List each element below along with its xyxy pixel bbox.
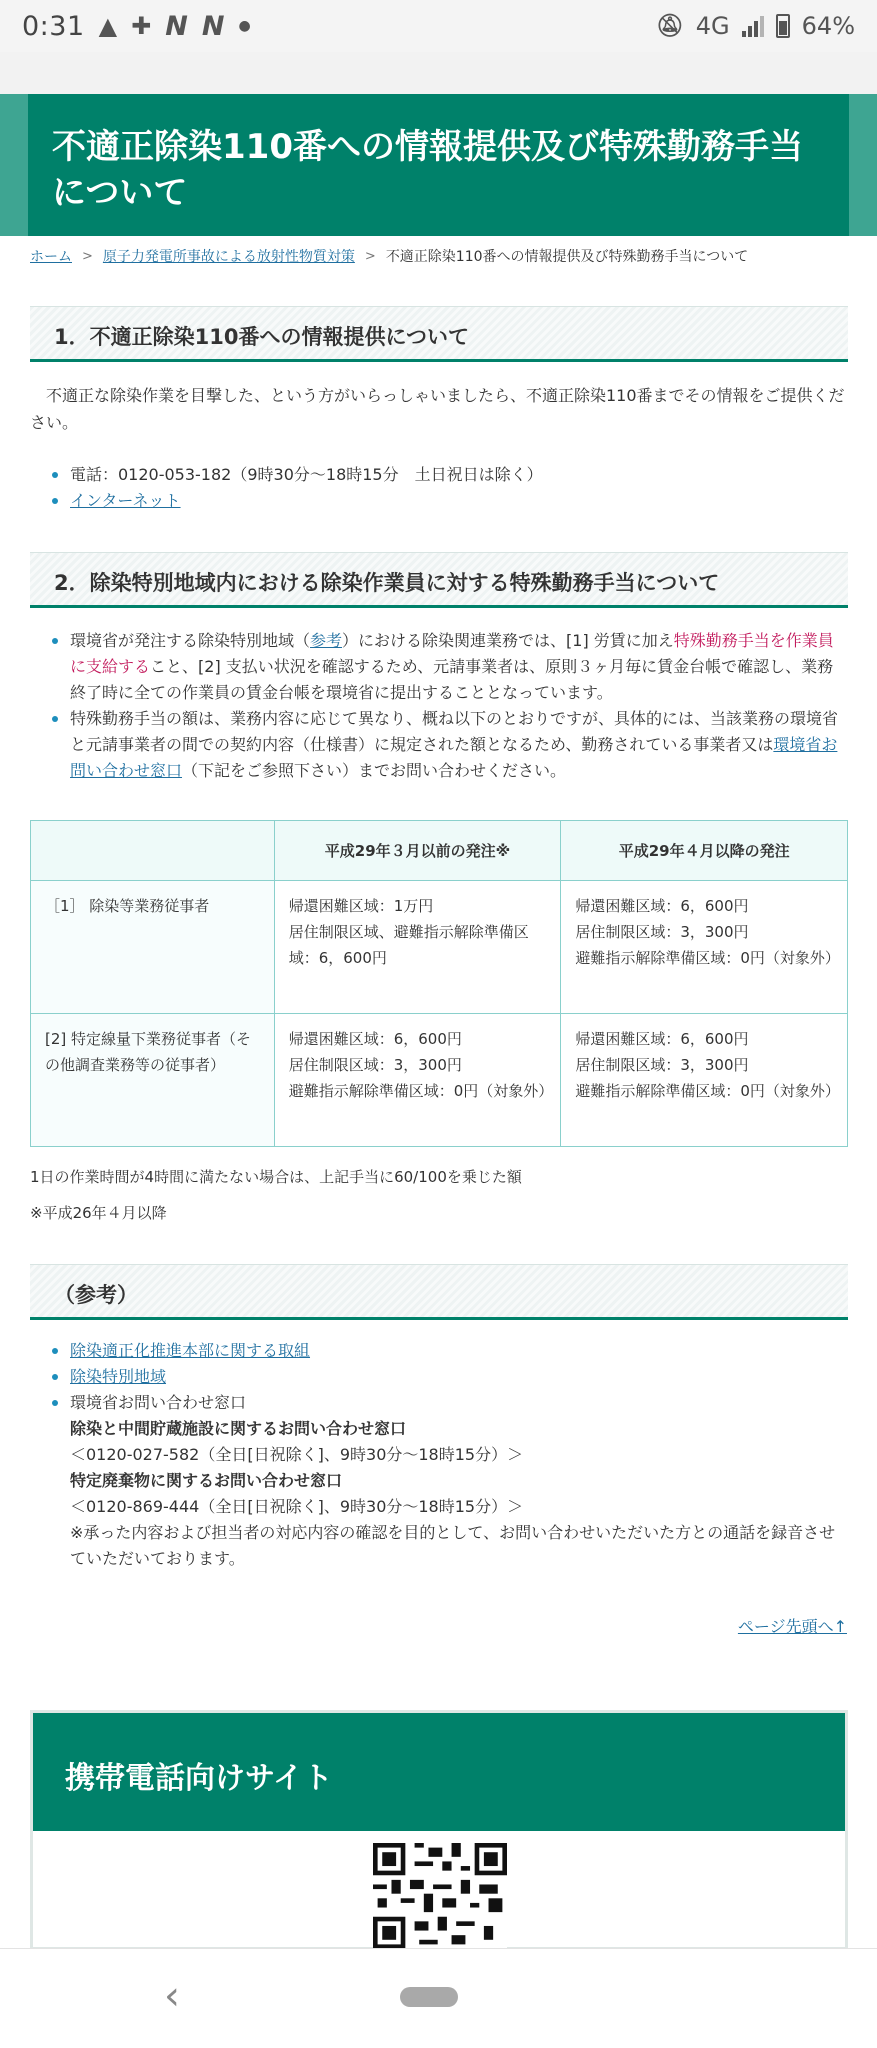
list-item <box>52 1338 848 1364</box>
title-banner <box>0 94 877 236</box>
mobile-site-header <box>33 1713 845 1831</box>
reference-heading-box <box>30 1264 848 1320</box>
cell-line: 帰還困難区域：6，600円 <box>288 1030 462 1048</box>
list-item <box>52 1390 848 1572</box>
decon-promotion-link[interactable]: 除染適正化推進本部に関する取組 <box>70 1341 311 1360</box>
contact-label: 環境省お問い合わせ窓口 <box>70 1393 247 1412</box>
qr-code-icon <box>373 1843 507 1949</box>
battery-percent: 64% <box>801 12 855 40</box>
row-label: ［1］ 除染等業務従事者 <box>31 881 275 1014</box>
contact-window-link[interactable]: 環境省お問い合わせ窓口 <box>70 735 838 780</box>
table-note-1: 1日の作業時間が4時間に満たない場合は、上記手当に60/100を乗じた額 <box>30 1168 522 1186</box>
page-top-link[interactable]: ページ先頭へ↑ <box>737 1617 847 1636</box>
bullet1-text-pre: 環境省が発注する除染特別地域（ <box>70 631 311 650</box>
bullet1-text-post: こと、[2] 支払い状況を確認するため、元請事業者は、原則３ヶ月毎に賃金台帳で確認し、業務終了時に全ての作業員の賃金台帳を環境省に提出することとなっています。 <box>70 657 834 702</box>
section2-heading: 2．除染特別地域内における除染作業員に対する特殊勤務手当について <box>54 571 720 595</box>
table-header-after: 平成29年４月以降の発注 <box>561 821 848 881</box>
network-label: 4G <box>695 12 730 40</box>
table-cell <box>561 1014 848 1147</box>
reference-heading: （参考） <box>54 1283 138 1307</box>
page-title: 不適正除染110番への情報提供及び特殊勤務手当について <box>52 127 803 213</box>
dot-icon: ● <box>238 18 251 34</box>
table-cell <box>561 881 848 1014</box>
cell-line: 避難指示解除準備区域：0円（対象外） <box>575 949 840 967</box>
list-item <box>52 706 848 784</box>
contact-a-detail: ＜0120-027-582（全日[日祝除く]、9時30分～18時15分）＞ <box>70 1445 524 1464</box>
contact-b-detail: ＜0120-869-444（全日[日祝除く]、9時30分～18時15分）＞ <box>70 1497 524 1516</box>
special-area-link[interactable]: 除染特別地域 <box>70 1367 167 1386</box>
reference-link[interactable]: 参考 <box>310 631 343 650</box>
breadcrumb-current: 不適正除染110番への情報提供及び特殊勤務手当について <box>385 249 749 265</box>
table-header-before: 平成29年３月以前の発注※ <box>274 821 561 881</box>
section2-heading-box <box>30 552 848 608</box>
section2-list <box>52 628 848 784</box>
internet-link[interactable]: インターネット <box>70 491 181 510</box>
bullet2-text-pre: 特殊勤務手当の額は、業務内容に応じて異なり、概ね以下のとおりですが、具体的には、当該業務の環境省と元請事業者の間での契約内容（仕様書）に規定された額となるため、勤務されている事業者又は <box>70 709 839 754</box>
back-icon[interactable]: ‹ <box>164 1973 180 2019</box>
cell-line: 居住制限区域：3，300円 <box>575 923 749 941</box>
system-nav-bar <box>0 1948 877 2048</box>
cell-line: 居住制限区域、避難指示解除準備区域：6，600円 <box>288 923 529 967</box>
status-bar <box>0 0 877 52</box>
cell-line: 避難指示解除準備区域：0円（対象外） <box>288 1082 554 1100</box>
table-cell <box>274 1014 561 1147</box>
breadcrumb <box>30 246 848 266</box>
list-item <box>52 462 848 488</box>
contact-a-title: 除染と中間貯蔵施設に関するお問い合わせ窓口 <box>70 1419 407 1438</box>
cell-line: 居住制限区域：3，300円 <box>288 1056 462 1074</box>
reference-list <box>52 1338 848 1572</box>
battery-icon <box>776 14 790 38</box>
section1-heading-box <box>30 306 848 362</box>
bullet1-highlight: 特殊勤務手当を作業員に支給する <box>70 631 834 676</box>
table-cell <box>274 881 561 1014</box>
contact-note: ※承った内容および担当者の対応内容の確認を目的として、お問い合わせいただいた方との通話を録音させていただいております。 <box>70 1523 836 1568</box>
bullet2-text-post: （下記をご参照下さい）までお問い合わせください。 <box>182 761 567 780</box>
bullet1-text-mid: ）における除染関連業務では、[1] 労賃に加え <box>342 631 674 650</box>
cell-line: 帰還困難区域：6，600円 <box>575 1030 749 1048</box>
contact-b-title: 特定廃棄物に関するお問い合わせ窓口 <box>70 1471 343 1490</box>
breadcrumb-home-link[interactable]: ホーム <box>30 249 72 265</box>
section1-list <box>52 462 848 514</box>
status-time: 0:31 <box>22 10 85 42</box>
status-right <box>656 12 855 40</box>
browser-top-gap <box>0 52 877 94</box>
cell-line: 居住制限区域：3，300円 <box>575 1056 749 1074</box>
mute-icon: 🔕︎ <box>655 13 684 39</box>
section1-body: 不適正な除染作業を目撃した、という方がいらっしゃいましたら、不適正除染110番までその情報をご提供ください。 <box>30 386 845 432</box>
list-item <box>52 1364 848 1390</box>
phone-contact: 電話：0120-053-182（9時30分～18時15分 土日祝日は除く） <box>70 465 543 484</box>
breadcrumb-parent-link[interactable]: 原子力発電所事故による放射性物質対策 <box>102 249 355 265</box>
table-row <box>31 1014 848 1147</box>
table-row <box>31 881 848 1014</box>
assistant-icon: ✚ <box>131 12 152 40</box>
cell-line: 帰還困難区域：1万円 <box>288 897 434 915</box>
home-pill-icon[interactable] <box>400 1987 458 2007</box>
table-header-row <box>31 821 848 881</box>
breadcrumb-separator: > <box>364 248 376 264</box>
n-icon: N <box>201 10 225 42</box>
table-note-2: ※平成26年４月以降 <box>30 1204 167 1222</box>
status-left <box>22 11 251 42</box>
breadcrumb-separator: > <box>82 248 93 264</box>
signal-icon <box>742 15 764 37</box>
cell-line: 避難指示解除準備区域：0円（対象外） <box>575 1082 840 1100</box>
mobile-site-heading: 携帯電話向けサイト <box>65 1761 333 1796</box>
mobile-site-box <box>30 1710 848 1950</box>
cell-line: 帰還困難区域：6，600円 <box>575 897 749 915</box>
table-header-empty <box>31 821 275 881</box>
n-icon: N <box>165 10 188 42</box>
list-item <box>52 488 848 514</box>
allowance-table <box>30 820 848 1147</box>
list-item <box>52 628 848 706</box>
section1-heading: 1．不適正除染110番への情報提供について <box>54 325 470 349</box>
row-label: [2] 特定線量下業務従事者（その他調査業務等の従事者） <box>31 1014 275 1147</box>
warning-icon: ▲ <box>98 12 118 40</box>
